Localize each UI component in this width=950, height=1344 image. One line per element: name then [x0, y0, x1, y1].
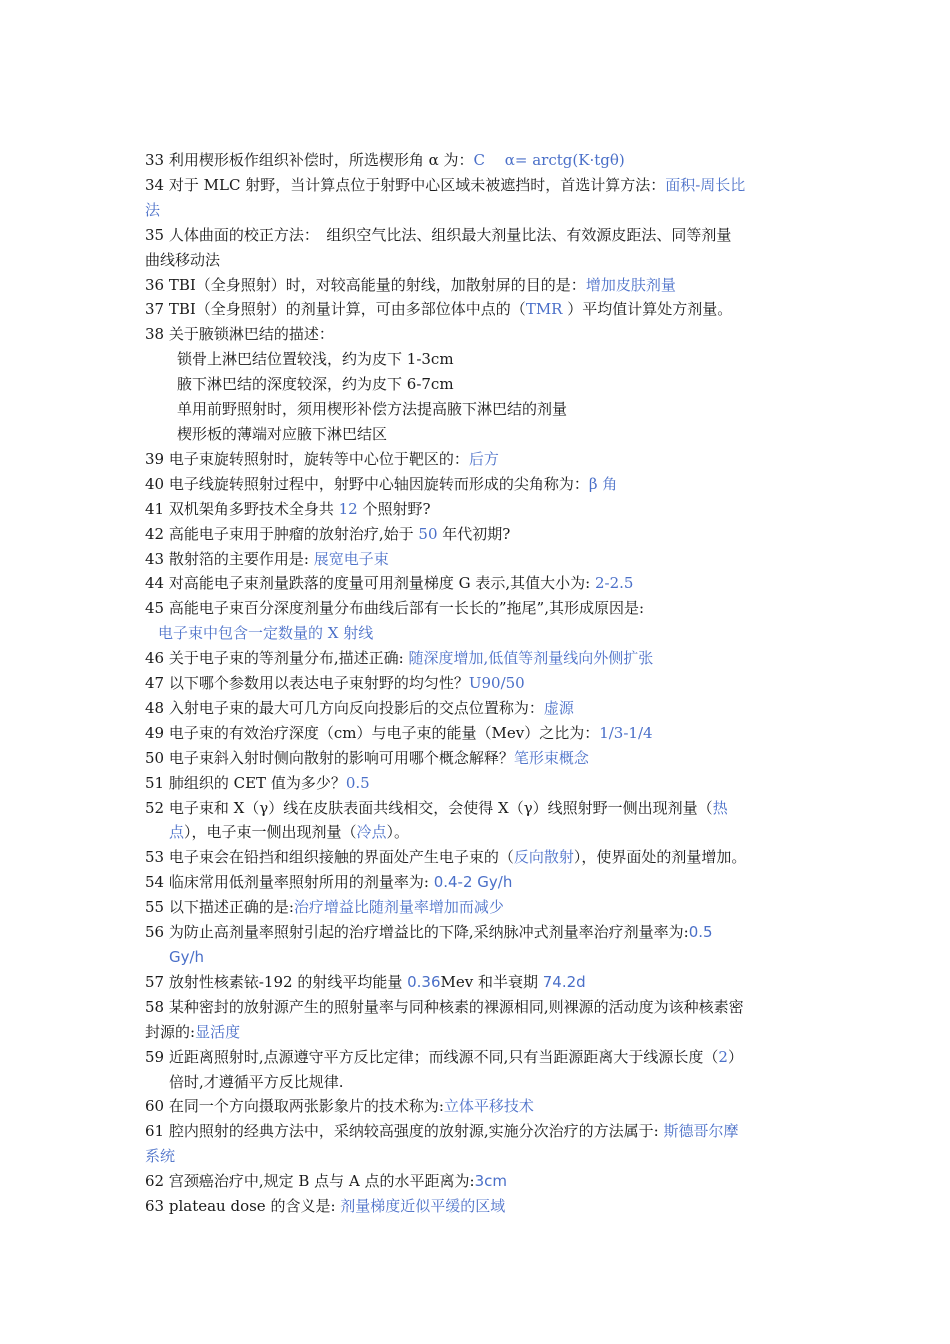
- line-33: 33 利用楔形板作组织补偿时，所选楔形角 α 为：C α= arctg(K·tgθ): [145, 151, 625, 169]
- line-59: 59 近距离照射时,点源遵守平方反比定律；而线源不同,只有当距源距离大于线源长度（2）: [145, 1047, 743, 1066]
- line-34-cont: [145, 198, 813, 223]
- answer: 治疗增益比随剂量率增加而减少: [293, 898, 504, 917]
- answer: 法: [145, 200, 161, 219]
- answer: 0.5: [345, 773, 370, 792]
- answer: 虚源: [543, 698, 574, 717]
- answer: 3cm: [474, 1172, 508, 1191]
- answer: U90/50: [468, 674, 525, 693]
- line-52-cont: 点），电子束一侧出现剂量（冷点）。: [169, 823, 410, 842]
- answer: 增加皮肤剂量: [585, 275, 676, 294]
- answer: Gy/h: [169, 948, 205, 966]
- line-34: 34 对于 MLC 射野，当计算点位于射野中心区域未被遮挡时，首选计算方法：面积-周长比: [145, 175, 746, 194]
- line-38: 38 关于腋锁淋巴结的描述：: [145, 325, 334, 344]
- answer: 1/3-1/4: [599, 723, 653, 742]
- line-43: 43 散射箔的主要作用是: 展宽电子束: [145, 549, 389, 568]
- line-46: 46 关于电子束的等剂量分布,描述正确: 随深度增加,低值等剂量线向外侧扩张: [145, 649, 654, 668]
- answer: 后方: [468, 449, 499, 468]
- line-35-cont: 曲线移动法: [145, 250, 221, 269]
- line-62: 62 宫颈癌治疗中,规定 B 点与 A 点的水平距离为:3cm: [145, 1172, 508, 1191]
- answer: 2-2.5: [594, 574, 634, 593]
- line-50: 50 电子束斜入射时侧向散射的影响可用哪个概念解释？笔形束概念: [145, 748, 589, 767]
- line-41: 41 双机架角多野技术全身共 12 个照射野?: [145, 499, 431, 518]
- line-36: 36 TBI（全身照射）时，对较高能量的射线，加散射屏的目的是：增加皮肤剂量: [145, 275, 676, 294]
- line-35: 35 人体曲面的校正方法： 组织空气比法、组织最大剂量比法、有效源皮距法、同等剂量: [145, 225, 732, 244]
- answer: 面积-周长比: [665, 175, 746, 194]
- answer: 0.4-2 Gy/h: [433, 873, 513, 892]
- line-42: 42 高能电子束用于肿瘤的放射治疗,始于 50 年代初期?: [145, 524, 511, 543]
- answer: 立体平移技术: [443, 1097, 534, 1116]
- line-61: 61 腔内照射的经典方法中，采纳较高强度的放射源,实施分次治疗的方法属于: 斯德哥尔摩: [145, 1122, 739, 1141]
- line-48: 48 入射电子束的最大可几方向反向投影后的交点位置称为：虚源: [145, 698, 574, 717]
- document-page: [145, 148, 813, 1219]
- answer: TMR: [525, 300, 563, 319]
- answer: 50: [418, 524, 438, 543]
- line-39: 39 电子束旋转照射时，旋转等中心位于靶区的：后方: [145, 449, 499, 468]
- line-49: 49 电子束的有效治疗深度（cm）与电子束的能量（Mev）之比为：1/3-1/4: [145, 723, 653, 742]
- line-37: 37 TBI（全身照射）的剂量计算，可由多部位体中点的（TMR ）平均值计算处方剂量。: [145, 300, 733, 319]
- answer: 展宽电子束: [313, 549, 389, 568]
- answer: 点: [169, 823, 185, 842]
- answer: 0.5: [688, 923, 713, 942]
- line-38-item-3: 单用前野照射时，须用楔形补偿方法提高腋下淋巴结的剂量: [177, 400, 568, 419]
- line-51: 51 肺组织的 CET 值为多少？0.5: [145, 773, 370, 792]
- answer: β 角: [588, 474, 618, 493]
- answer: 12: [338, 499, 358, 518]
- line-58-cont: 封源的:显活度: [145, 1022, 241, 1041]
- line-56-cont: [145, 945, 813, 970]
- answer: 电子束中包含一定数量的 X 射线: [158, 624, 374, 643]
- line-61-cont: [145, 1144, 813, 1169]
- line-55: 55 以下描述正确的是:治疗增益比随剂量率增加而减少: [145, 898, 504, 917]
- answer: 反向散射: [513, 848, 574, 867]
- answer: 2: [718, 1047, 728, 1066]
- line-59-cont: 倍时,才遵循平方反比规律.: [169, 1072, 344, 1091]
- line-63: 63 plateau dose 的含义是: 剂量梯度近似平缓的区域: [145, 1197, 506, 1216]
- answer: 0.36: [407, 972, 441, 991]
- line-38-item-4: 楔形板的薄端对应腋下淋巴结区: [177, 424, 388, 443]
- answer: 系统: [145, 1147, 176, 1166]
- line-44: 44 对高能电子束剂量跌落的度量可用剂量梯度 G 表示,其值大小为: 2-2.5: [145, 574, 634, 593]
- line-56: 56 为防止高剂量率照射引起的治疗增益比的下降,采纳脉冲式剂量率治疗剂量率为:0.5: [145, 923, 713, 942]
- answer: 冷点: [356, 823, 387, 842]
- line-58: 58 某种密封的放射源产生的照射量率与同种核素的裸源相同,则裸源的活动度为该种核素密: [145, 997, 744, 1016]
- line-57: 57 放射性核素铱-192 的射线平均能量 0.36Mev 和半衰期 74.2d: [145, 972, 586, 991]
- answer: 笔形束概念: [513, 748, 589, 767]
- line-53: 53 电子束会在铅挡和组织接触的界面处产生电子束的（反向散射），使界面处的剂量增加。: [145, 848, 747, 867]
- line-47: 47 以下哪个参数用以表达电子束射野的均匀性？U90/50: [145, 674, 525, 693]
- answer: 斯德哥尔摩: [663, 1122, 739, 1141]
- line-45-cont: [145, 621, 813, 646]
- answer: C α= arctg(K·tgθ): [473, 151, 625, 169]
- line-60: 60 在同一个方向摄取两张影象片的技术称为:立体平移技术: [145, 1097, 534, 1116]
- answer: 热: [712, 798, 728, 817]
- line-40: 40 电子线旋转照射过程中，射野中心轴因旋转而形成的尖角称为：β 角: [145, 474, 618, 493]
- answer: 显活度: [195, 1022, 241, 1041]
- line-45: 45 高能电子束百分深度剂量分布曲线后部有一长长的”拖尾”,其形成原因是:: [145, 599, 645, 618]
- line-38-item-2: 腋下淋巴结的深度较深，约为皮下 6-7cm: [177, 375, 454, 394]
- answer: 随深度增加,低值等剂量线向外侧扩张: [408, 649, 654, 668]
- line-52: 52 电子束和 X（γ）线在皮肤表面共线相交，会使得 X（γ）线照射野一侧出现剂量（热: [145, 798, 728, 817]
- answer: 74.2d: [542, 972, 586, 991]
- answer: 剂量梯度近似平缓的区域: [340, 1197, 506, 1216]
- line-54: 54 临床常用低剂量率照射所用的剂量率为: 0.4-2 Gy/h: [145, 873, 513, 892]
- line-38-item-1: 锁骨上淋巴结位置较浅，约为皮下 1-3cm: [177, 350, 454, 369]
